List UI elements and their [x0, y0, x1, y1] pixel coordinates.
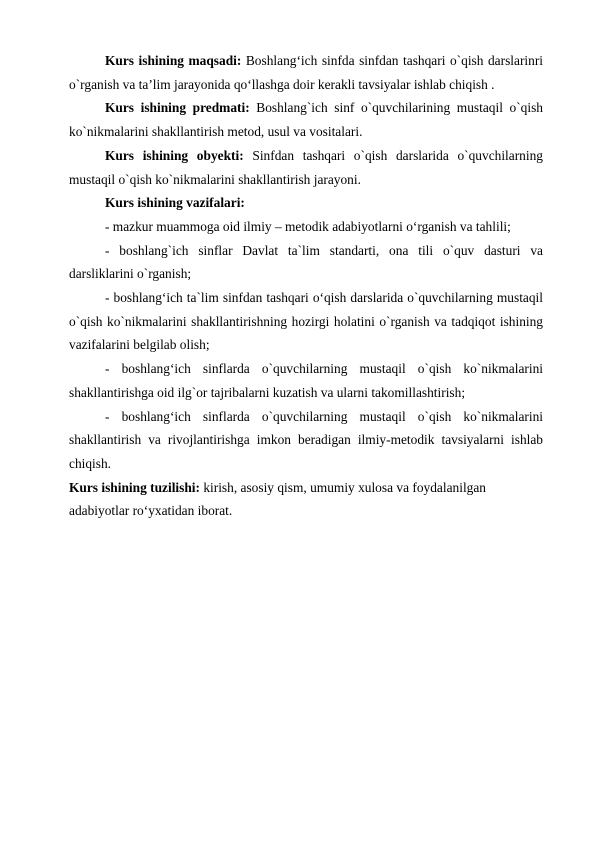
- document-page: [69, 49, 543, 523]
- goal-text: Boshlang‘ich sinfda sinfdan tashqari o`qish darslarinri o`rganish va ta’lim jarayonida qo‘llashga doir kerakli tavsiyalar ishlab chiqish .: [69, 53, 544, 92]
- task-item: - mazkur muammoga oid ilmiy – metodik adabiyotlarni o‘rganish va tahlili;: [105, 218, 511, 234]
- structure-text-line2: adabiyotlar ro‘yxatidan iborat.: [69, 503, 233, 519]
- task-item: - boshlang‘ich ta`lim sinfdan tashqari o‘qish darslarida o`quvchilarning mustaqil o`qish ko`nikmalarini shakllantirishning hozirgi holatini o`rganish va tadqiqot ishining vazifalarini belgilab olish;: [69, 290, 543, 353]
- structure-label: Kurs ishining tuzilishi:: [69, 479, 200, 495]
- task-item: - boshlang‘ich sinflarda o`quvchilarning mustaqil o`qish ko`nikmalarini shakllantirishga oid ilg`or tajribalarni kuzatish va ularni takomillashtirish;: [69, 361, 543, 400]
- object-text: Sinfdan tashqari o`qish darslarida o`quvchilarning mustaqil o`qish ko`nikmalarini shakllantirish jarayoni.: [69, 147, 543, 187]
- structure-paragraph: [69, 476, 543, 523]
- subject-paragraph: [69, 96, 543, 143]
- tasks-heading: [69, 191, 543, 215]
- structure-text-line1: kirish, asosiy qism, umumiy xulosa va foydalanilgan: [199, 479, 486, 495]
- tasks-label: Kurs ishining vazifalari:: [105, 195, 245, 211]
- subject-label: Kurs ishining predmati:: [105, 100, 250, 116]
- goal-paragraph: [69, 49, 543, 96]
- goal-label: Kurs ishining maqsadi:: [105, 53, 242, 68]
- object-paragraph: [69, 144, 543, 191]
- task-item: - boshlang‘ich sinflarda o`quvchilarning mustaqil o`qish ko`nikmalarini shakllantirish va rivojlantirishga imkon beradigan ilmiy-metodik tavsiyalarni ishlab chiqish.: [69, 408, 543, 471]
- task-item: - boshlang`ich sinflar Davlat ta`lim standarti, ona tili o`quv dasturi va darsliklarini o`rganish;: [69, 242, 543, 282]
- object-label: Kurs ishining obyekti:: [105, 147, 244, 163]
- subject-text: Boshlang`ich sinf o`quvchilarining mustaqil o`qish ko`nikmalarini shakllantirish metod, usul va vositalari.: [69, 100, 543, 140]
